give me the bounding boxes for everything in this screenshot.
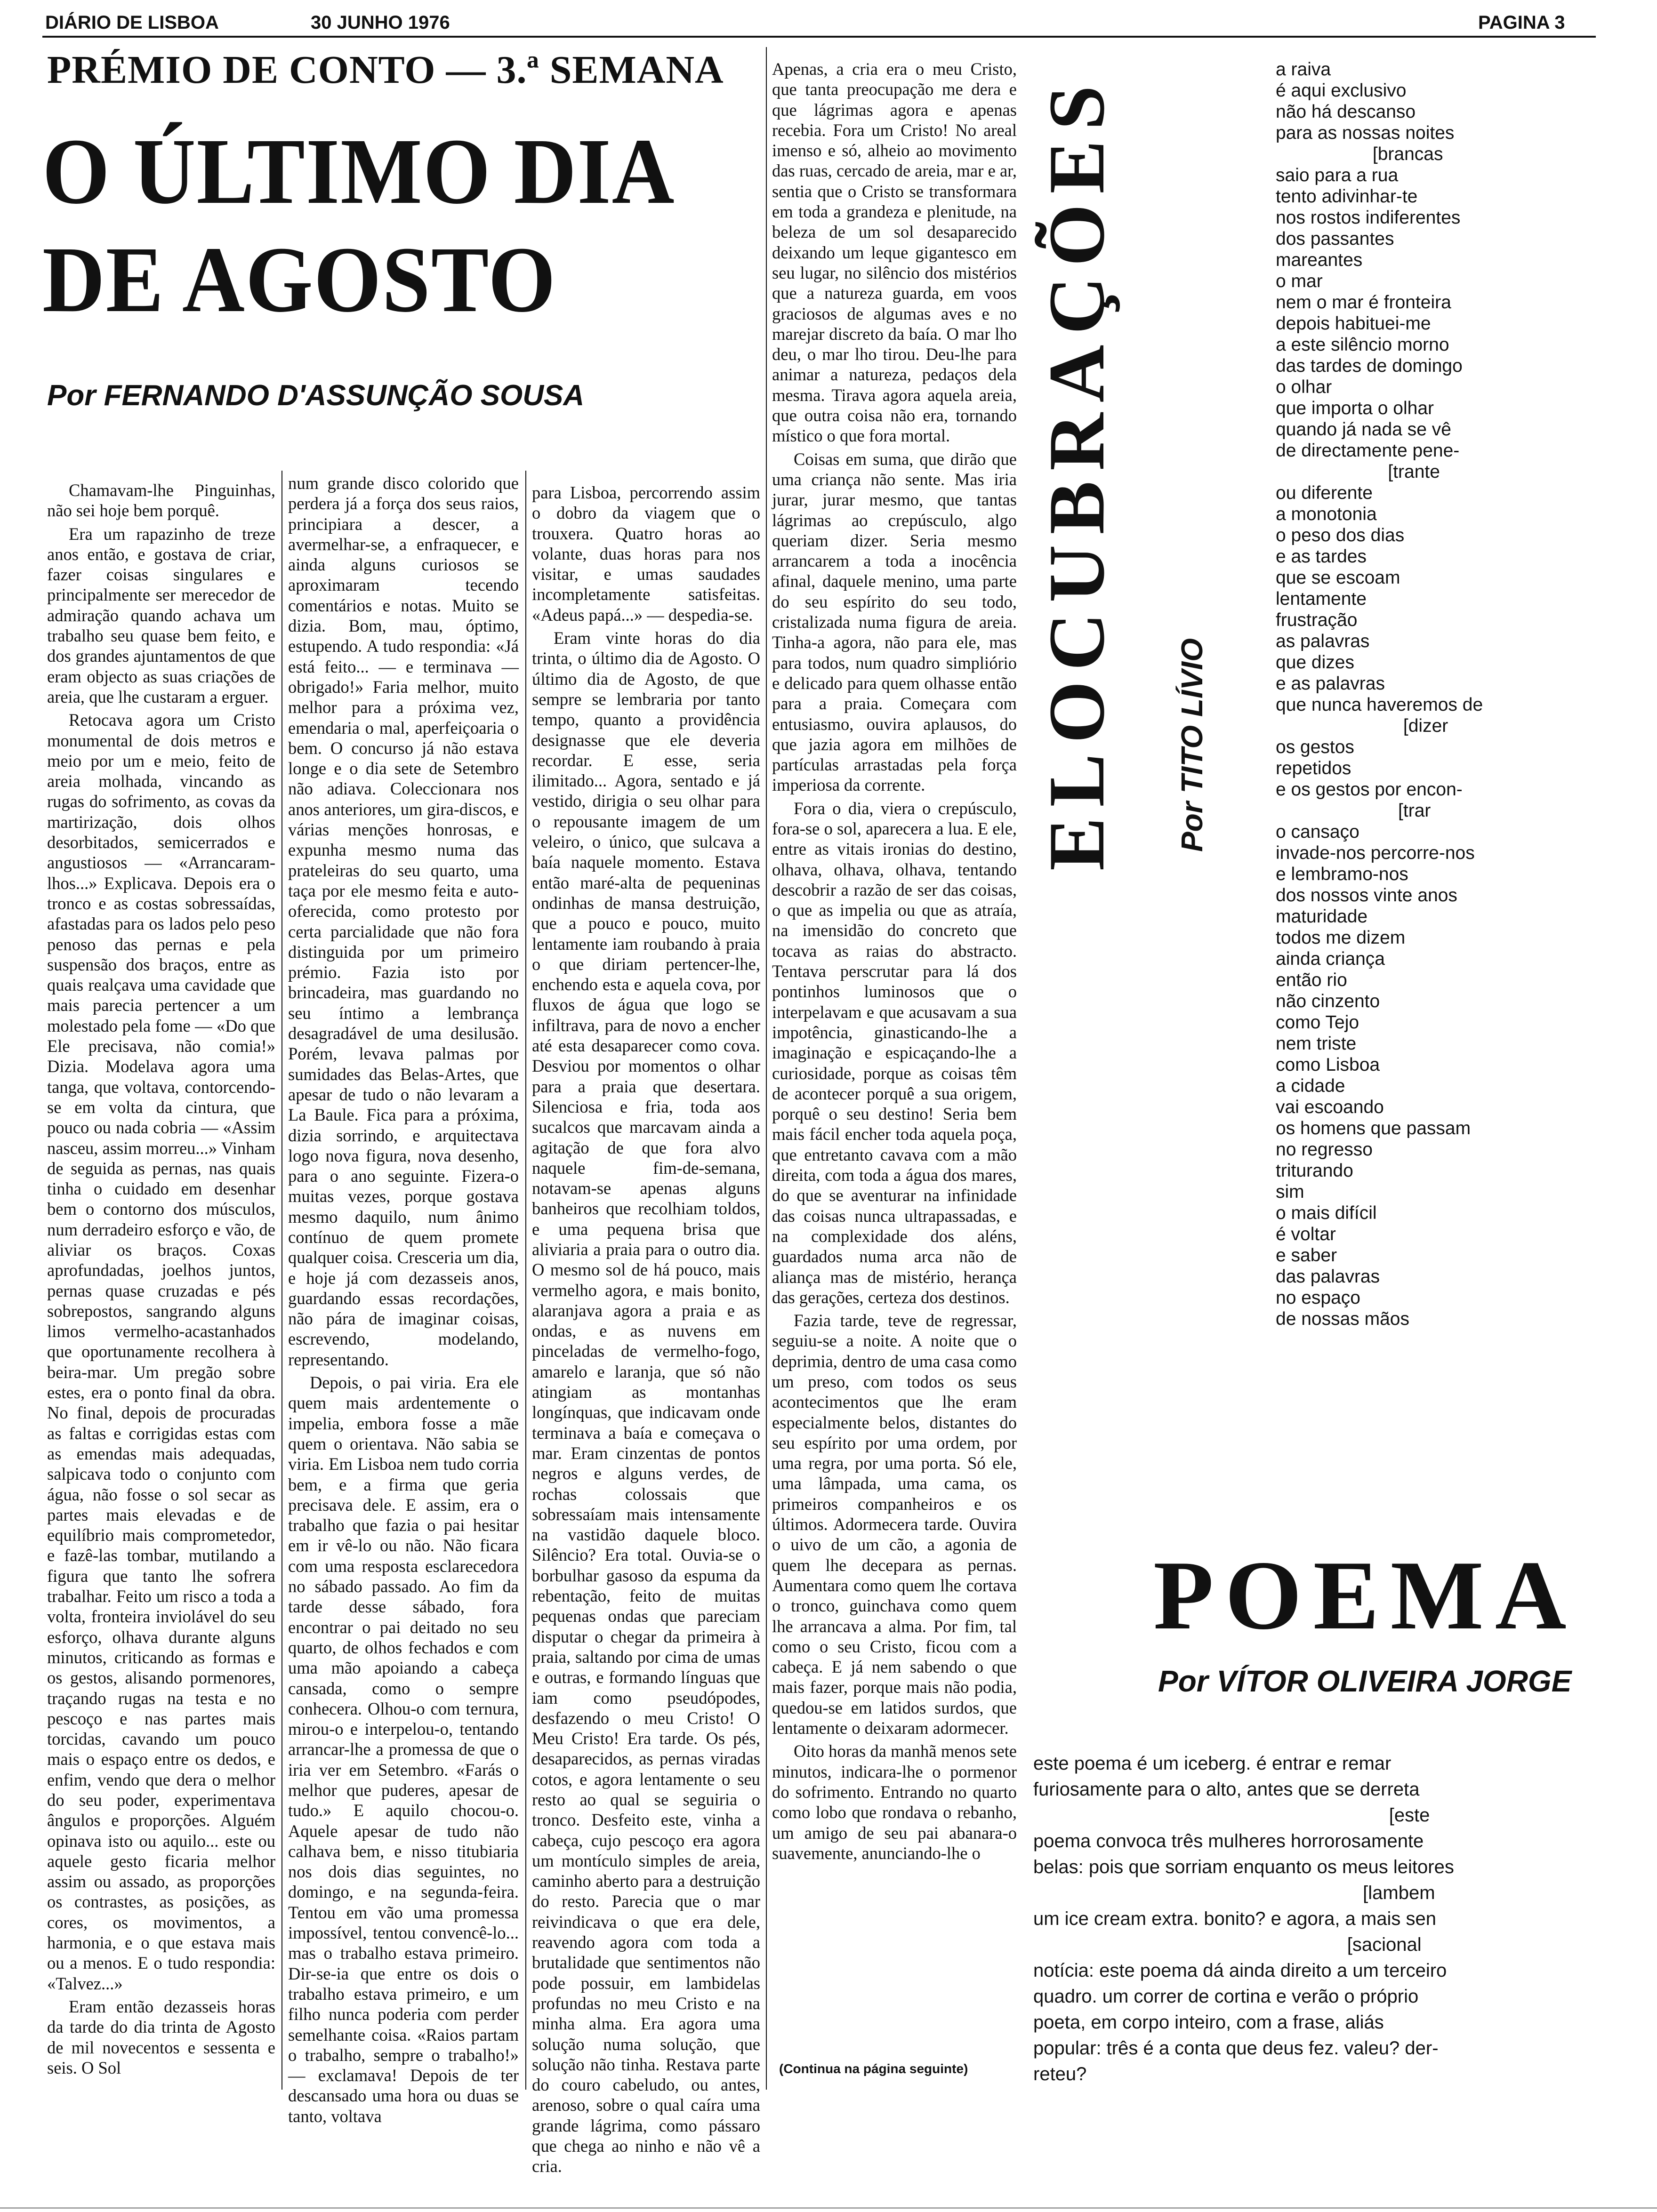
- issue-date: 30 JUNHO 1976: [311, 12, 450, 33]
- poem-line: [sacional: [1033, 1934, 1422, 1955]
- poem-line: este poema é um iceberg. é entrar e remar: [1033, 1753, 1392, 1774]
- poem-line: tento adivinhar-te: [1276, 186, 1418, 207]
- poem-line: quadro. um correr de cortina e verão o próprio: [1033, 1986, 1419, 2007]
- poem-line: vai escoando: [1276, 1097, 1384, 1117]
- poem-line: de directamente pene-: [1276, 441, 1460, 461]
- story-column-3: [532, 482, 760, 2176]
- header-rule: [42, 36, 1596, 38]
- poem-line: depois habituei-me: [1276, 313, 1431, 334]
- poema-byline: Por VÍTOR OLIVEIRA JORGE: [1158, 1664, 1572, 1698]
- contest-kicker: PRÉMIO DE CONTO — 3.ª SEMANA: [47, 48, 724, 92]
- poem-line: [brancas: [1276, 144, 1443, 164]
- poem-line: e as tardes: [1276, 546, 1367, 567]
- poem-line: dos passantes: [1276, 229, 1394, 249]
- poem-line: que importa o olhar: [1276, 398, 1434, 418]
- paragraph: Apenas, a cria era o meu Cristo, que tanta preocupação me dera e que lágrimas agora e apenas recebia. Fora um Cristo! No areal imenso e só, alheio ao movimento das ruas, cercado de areia, mar e ar, sentia que o Cristo se transformara em toda a grandeza e plenitude, na beleza de um sol desaparecido deixando um leque gigantesco em seu lugar, no silêncio dos mistérios que a natureza guarda, em voos graciosos de algumas aves e no marejar discreto da baía. O mar lho deu, o mar lho tirou. Deu-lhe para animar a natureza, pedaços dela mesma. Tirava agora aquela areia, que outra coisa não era, tornando místico o que fora mortal.: [772, 59, 1017, 446]
- poem-line: [este: [1033, 1805, 1430, 1826]
- poem-line: o mais difícil: [1276, 1203, 1377, 1223]
- poem-line: todos me dizem: [1276, 928, 1406, 948]
- story-column-4: [772, 59, 1017, 2050]
- poem-line: como Tejo: [1276, 1012, 1359, 1033]
- paragraph: Retocava agora um Cristo monumental de dois metros e meio por um e meio, feito de areia molhada, vincando as rugas do sofrimento, as covas da martirização, dois olhos desorbitados, semicerrados e angustiosos — «Arrancaram-lhos...» Explicava. Depois era o tronco e as costas sobressaídas, afastadas para os lados pelo peso penoso das pernas e pela suspensão dos braços, entre as quais realçava uma cavidade que mais parecia pertencer a um molestado pela fome — «Do que Ele precisava, não comia!» Dizia. Modelava agora uma tanga, que voltava, contorcendo-se em volta da cintura, que pouco ou nada cobria — «Assim nasceu, assim morreu...» Vinham de seguida as pernas, nas quais tinha o cuidado em desenhar bem o contorno dos músculos, num derradeiro esforço e vão, de aliviar os braços. Coxas aprofundadas, joelhos juntos, pernas quase cruzadas e pés sobrepostos, sangrando alguns limos vermelho-acastanhados que oportunamente recolhera à beira-mar. Um pregão sobre estes, era o ponto final da obra. No final, depois de procuradas as faltas e corrigidas estas com as emendas mais adequadas, salpicava todo o conjunto com água, não fosse o sol secar as partes mais elevadas e de equilíbrio mais comprometedor, e fazê-las tombar, mutilando a figura que tanto lhe sofrera trabalhar. Feito um risco a toda a volta, fronteira inviolável do seu esforço, olhava durante alguns minutos, criticando as formas e os gestos, alisando pormenores, traçando rugas na testa e no pescoço e nas partes mais torcidas, cavando um pouco mais o espaço entre os dedos, e enfim, vendo que dera o melhor do seu poder, experimentava ângulos e proporções. Alguém opinava isto ou aquilo... este ou aquele gesto ficaria melhor assim ou assado, as proporções os contrastes, as posições, as cores, os movimentos, a harmonia, e o que estava mais ou a menos. E o tudo respondia: «Talvez...»: [47, 710, 275, 1993]
- poem-line: repetidos: [1276, 758, 1351, 778]
- elocubracoes-byline: Por TITO LÍVIO: [1175, 638, 1209, 852]
- continued-note: (Continua na página seguinte): [779, 2061, 968, 2076]
- poem-line: como Lisboa: [1276, 1055, 1380, 1075]
- poema-text: [1033, 1751, 1551, 2087]
- poem-line: para as nossas noites: [1276, 123, 1455, 143]
- poem-line: reteu?: [1033, 2064, 1087, 2084]
- poem-line: a monotonia: [1276, 504, 1377, 524]
- poem-line: e saber: [1276, 1245, 1337, 1266]
- page-number: PAGINA 3: [1478, 12, 1565, 33]
- paragraph: num grande disco colorido que perdera já a força dos seus raios, principiara a descer, a avermelhar-se, a enfraquecer, e ainda alguns curiosos se aproximaram tecendo comentários e notas. Muito se dizia. Bom, mau, óptimo, estupendo. A tudo respondia: «Já está feito... — e terminava — obrigado!» Faria melhor, muito melhor para a próxima vez, emendaria o mal, aperfeiçoaria o bem. O concurso já não estava longe e o dia sete de Setembro não adiava. Coleccionara nos anos anteriores, um gira-discos, e várias menções honrosas, e expunha mesmo numa das prateleiras do seu quarto, uma taça por ele mesmo feita e auto-oferecida, como protesto por certa parcialidade que não fora distinguida por um primeiro prémio. Fazia isto por brincadeira, mas guardando no seu íntimo a lembrança desagradável de uma desilusão. Porém, levava palmas por sumidades das Belas-Artes, que apesar de tudo o não levaram a La Baule. Fica para a próxima, dizia sorrindo, e arquitectava logo nova figura, nova desenho, para o ano seguinte. Fizera-o muitas vezes, porque gostava mesmo daquilo, num ânimo contínuo de quem promete qualquer coisa. Cresceria um dia, e hoje já com dezasseis anos, guardando essas recordações, não pára de imaginar coisas, escrevendo, modelando, representando.: [288, 473, 519, 1369]
- poem-line: triturando: [1276, 1161, 1353, 1181]
- poem-line: ainda criança: [1276, 949, 1385, 969]
- paragraph: Chamavam-lhe Pinguinhas, não sei hoje bem porquê.: [47, 481, 275, 521]
- story-title-line-2: DE AGOSTO: [42, 228, 556, 332]
- poem-line: lentamente: [1276, 589, 1367, 609]
- paragraph: Coisas em suma, que dirão que uma criança não sente. Mas iria jurar, jurar mesmo, que tantas lágrimas ao crepúsculo, algo queriam dizer. Seria mesmo arrancarem a toda a inocência afinal, daquele menino, uma parte do seu espírito do seu todo, cristalizada numa figura de areia. Tinha-a agora, não para ele, mas para todos, num quadro simpliório e delicado para quem olhasse então para a praia. Começara com entusiasmo, ouvira aplausos, do que jazia agora em milhões de partículas arrastadas pela força imperiosa da corrente.: [772, 449, 1017, 795]
- story-byline: Por FERNANDO D'ASSUNÇÃO SOUSA: [47, 379, 585, 412]
- poem-line: que dizes: [1276, 652, 1354, 673]
- poem-line: e as palavras: [1276, 673, 1385, 694]
- story-title: [42, 118, 675, 334]
- poem-line: é aqui exclusivo: [1276, 80, 1407, 101]
- poem-line: furiosamente para o alto, antes que se derreta: [1033, 1779, 1420, 1800]
- poem-line: notícia: este poema dá ainda direito a um terceiro: [1033, 1960, 1447, 1981]
- paragraph: Oito horas da manhã menos sete minutos, indicara-lhe o pormenor do sofrimento. Entrando no quarto como lobo que rondava o rebanho, um amigo de seu pai abanara-o suavemente, anunciando-lhe o: [772, 1741, 1017, 1863]
- poem-line: nem o mar é fronteira: [1276, 292, 1451, 313]
- poem-line: os homens que passam: [1276, 1118, 1471, 1138]
- poem-line: é voltar: [1276, 1224, 1336, 1244]
- poem-line: quando já nada se vê: [1276, 419, 1451, 440]
- poem-line: que nunca haveremos de: [1276, 695, 1483, 715]
- poem-line: que se escoam: [1276, 568, 1400, 588]
- poem-line: o peso dos dias: [1276, 525, 1405, 545]
- poem-line: não há descanso: [1276, 102, 1416, 122]
- paragraph: Fazia tarde, teve de regressar, seguiu-se a noite. A noite que o deprimia, dentro de uma casa como um preso, com todos os seus acontecimentos que lhe eram especialmente belos, distantes do seu espírito por uma ordem, por uma regra, por uma porta. Só ele, uma lâmpada, uma cama, os primeiros companheiros e os últimos. Adormecera tarde. Ouvira o uivo de um cão, a agonia de quem lhe decepara as pernas. Aumentara como quem lhe cortava o tronco, guinchava como quem lhe arrancava a alma. Por fim, tal como o seu Cristo, ficou com a cabeça. E já nem sabendo o que mais fazer, porque mais não podia, quedou-se em latidos surdos, que lentamente o deixaram adormecer.: [772, 1311, 1017, 1738]
- poem-line: invade-nos percorre-nos: [1276, 843, 1475, 863]
- poem-line: e os gestos por encon-: [1276, 779, 1463, 800]
- poem-line: as palavras: [1276, 631, 1370, 651]
- paragraph: Eram vinte horas do dia trinta, o último dia de Agosto. O último dia de Agosto, de que sempre se lembraria por tanto tempo, quanto a providência designasse que ele deveria recordar. E esse, seria ilimitado... Agora, sentado e já vestido, dirigia o seu olhar para o repousante imagem de um veleiro, o único, que sulcava a baía naquele momento. Estava então maré-alta de pequeninas ondinhas de mansa destruição, que a pouco e pouco, muito lentamente iam roubando à praia o que diriam pertencer-lhe, enchendo esta e aquela cova, por fluxos de água que logo se infiltrava, para de novo a encher até esta desaparecer como cova. Desviou por momentos o olhar para a praia que desertara. Silenciosa e fria, toda aos sucalcos que marcavam ainda a agitação de que fora alvo naquele fim-de-semana, notavam-se apenas alguns banheiros que recolhiam toldos, e uma pequena brisa que aliviaria a praia para o outro dia. O mesmo sol de há pouco, mais vermelho agora, e mais bonito, alaranjava agora a praia e as ondas, e as nuvens em pinceladas de vermelho-fogo, amarelo e laranja, que só não atingiam as montanhas longínquas, que indicavam onde terminava a baía e começava o mar. Eram cinzentas de pontos negros e alguns verdes, de rochas colossais que sobressaíam mais intensamente na vastidão daquele bloco. Silêncio? Era total. Ouvia-se o borbulhar gasoso da espuma da rebentação, feito de muitas pequenas ondas que pareciam disputar o chegar da primeira à praia, saltando por cima de umas e outras, e formando línguas que iam como pseudópodes, desfazendo o meu Cristo! O Meu Cristo! Era tarde. Os pés, desaparecidos, as pernas viradas cotos, e agora lentamente o seu resto ao qual se seguiria o tronco. Desfeito este, vinha a cabeça, cujo pescoço era agora um montículo simples de areia, caminho aberto para a destruição do resto. Parecia que o mar reivindicava o que era dele, reavendo agora com toda a brutalidade que sentimentos não pode possuir, em lambidelas profundas no meu Cristo e na minha alma. Era agora uma solução numa solução, que solução não tinha. Restava parte do couro cabeludo, ou antes, arenoso, sobre o qual caíra uma grande lágrima, como pássaro que chega ao ninho e não vê a cria.: [532, 628, 760, 2176]
- story-column-2: [288, 473, 519, 2126]
- page-bottom-edge: [0, 2207, 1657, 2209]
- poem-line: maturidade: [1276, 906, 1368, 927]
- paragraph: Fora o dia, viera o crepúsculo, fora-se o sol, aparecera a lua. E ele, entre as vitais ironias do destino, olhava, olhava, olhava, tentando descobrir a razão de ser das coisas, o que as impelia ou que as atraía, na imensidão do concreto que tocava as raias do abstracto. Tentava perscrutar para lá dos pontinhos luminosos que o interpelavam e que acusavam a sua impotência, ginasticando-lhe a imaginação e espicaçando-lhe a curiosidade, porque as coisas têm de acontecer porquê a sua origem, porquê o seu destino! Seria bem mais fácil encher toda aquela poça, que entretanto cavava com a mão direita, com toda a água dos mares, do que se aventurar na infinidade das coisas nunca ultrapassadas, e na complexidade dos aléns, guardados numa arca não de aliança mas de mistério, herança das gerações, certeza dos destinos.: [772, 798, 1017, 1307]
- poem-line: a cidade: [1276, 1076, 1345, 1096]
- poem-line: [trante: [1276, 462, 1440, 482]
- poem-line: o mar: [1276, 271, 1323, 291]
- paragraph: para Lisboa, percorrendo assim o dobro da viagem que o trouxera. Quatro horas ao volante, duas horas para nos visitar, e umas saudades incompletamente satisfeitas. «Adeus papá...» — despedia-se.: [532, 483, 760, 625]
- poema-title: POEMA: [1153, 1541, 1578, 1650]
- poem-line: o cansaço: [1276, 822, 1359, 842]
- poem-line: no espaço: [1276, 1288, 1360, 1308]
- poem-line: popular: três é a conta que deus fez. valeu? der-: [1033, 2038, 1439, 2059]
- column-rule: [525, 471, 526, 2090]
- paragraph: Era um rapazinho de treze anos então, e gostava de criar, fazer coisas singulares e principalmente ser merecedor de admiração quando achava um trabalho seu quase bem feito, e dos grandes ajuntamentos de que eram objecto as suas criações de areia, que lhe custaram a erguer.: [47, 524, 275, 706]
- poem-line: então rio: [1276, 970, 1347, 990]
- poem-line: das tardes de domingo: [1276, 356, 1463, 376]
- poem-line: e lembramo-nos: [1276, 864, 1408, 884]
- column-rule: [766, 47, 767, 2090]
- poem-line: ou diferente: [1276, 483, 1373, 503]
- poem-line: nos rostos indiferentes: [1276, 208, 1461, 228]
- poem-line: a este silêncio morno: [1276, 335, 1449, 355]
- poem-line: não cinzento: [1276, 991, 1380, 1011]
- story-column-1: [47, 480, 275, 2090]
- newspaper-name: DIÁRIO DE LISBOA: [45, 12, 219, 33]
- poem-line: um ice cream extra. bonito? e agora, a mais sen: [1033, 1908, 1436, 1929]
- poem-line: mareantes: [1276, 250, 1363, 270]
- poem-line: dos nossos vinte anos: [1276, 885, 1457, 906]
- paragraph: Eram então dezasseis horas da tarde do dia trinta de Agosto de mil novecentos e sessenta e seis. O Sol: [47, 1996, 275, 2077]
- poem-line: os gestos: [1276, 737, 1354, 757]
- poem-line: no regresso: [1276, 1139, 1373, 1160]
- poem-line: poema convoca três mulheres horrorosamente: [1033, 1831, 1424, 1851]
- elocubracoes-poem: [1276, 59, 1520, 1330]
- poem-line: sim: [1276, 1182, 1304, 1202]
- poem-line: frustração: [1276, 610, 1358, 630]
- poem-line: nem triste: [1276, 1034, 1357, 1054]
- paragraph: Depois, o pai viria. Era ele quem mais ardentemente o impelia, embora fosse a mãe quem o orientava. Não sabia se viria. Em Lisboa nem tudo corria bem, e a firma que geria precisava dele. E assim, era o trabalho que fazia o pai hesitar em ir vê-lo ou não. Não ficara com uma resposta esclarecedora no sábado passado. Ao fim da tarde desse sábado, fora encontrar o pai deitado no seu quarto, de olhos fechados e com uma mão apoiando a cabeça cansada, como o sempre conhecera. Olhou-o com ternura, mirou-o e interpelou-o, tentando arrancar-lhe a promessa de que o iria ver em Setembro. «Farás o melhor que puderes, apesar de tudo.» E aquilo chocou-o. Aquele apesar de tudo não calhava bem, e nisso titubiaria nos dois dias seguintes, no domingo, e na segunda-feira. Tentou em vão uma promessa impossível, tentou convencê-lo... mas o trabalho estava primeiro. Dir-se-ia que entre os dois o trabalho estava primeiro, e um filho nunca poderia com perder semelhante coisa. «Raios partam o trabalho, sempre o trabalho!» — exclamava! Depois de ter descansado uma hora ou duas se tanto, voltava: [288, 1373, 519, 2126]
- poem-line: [dizer: [1276, 716, 1448, 736]
- poem-line: o olhar: [1276, 377, 1332, 397]
- poem-line: de nossas mãos: [1276, 1309, 1409, 1329]
- poem-line: [lambem: [1033, 1883, 1435, 1903]
- elocubracoes-title: ELOCUBRAÇÕES: [1032, 75, 1121, 871]
- story-title-line-1: O ÚLTIMO DIA: [42, 120, 676, 224]
- poem-line: poeta, em corpo inteiro, com a frase, aliás: [1033, 2012, 1384, 2033]
- poem-line: [trar: [1276, 801, 1431, 821]
- poem-line: das palavras: [1276, 1266, 1380, 1287]
- poem-line: saio para a rua: [1276, 165, 1399, 185]
- poem-line: belas: pois que sorriam enquanto os meus leitores: [1033, 1857, 1454, 1877]
- poem-line: a raiva: [1276, 59, 1331, 80]
